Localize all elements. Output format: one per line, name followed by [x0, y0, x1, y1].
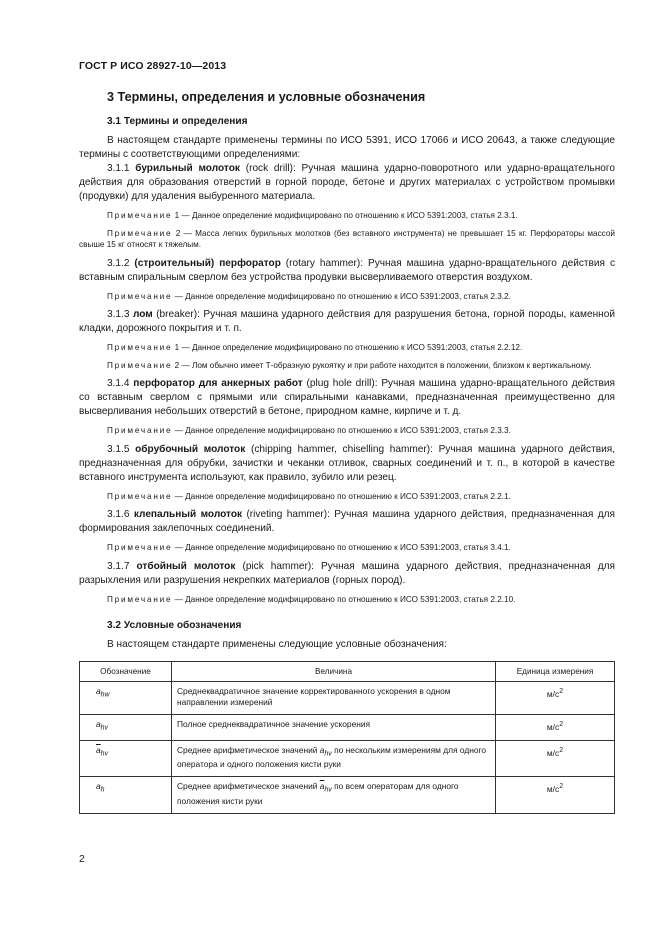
table-row: [80, 740, 615, 777]
subsection-title-symbols: 3.2 Условные обозначения: [107, 620, 242, 631]
unit-cell: $м/с^2$: [496, 682, 615, 715]
header-symbol: Обозначение: [80, 662, 172, 682]
terms-list: [79, 162, 615, 605]
term-name: лом: [132, 309, 153, 320]
term-definition: 3.1.7 отбойный молоток (pick hammer): Ручная машина ударного действия, предназначенная для разрыхления или разрушения некрепких материалов (горных пород).: [79, 560, 615, 586]
symbols-table: [79, 661, 615, 814]
term-name: обрубочный молоток: [135, 443, 246, 455]
term-note: Примечание — Данное определение модифицировано по отношению к ИСО 5391:2003, статья 2.2.10.: [107, 594, 516, 604]
symbol-cell: $\overline{a}_{hv}$: [80, 740, 172, 777]
term-note: Примечание — Данное определение модифицировано по отношению к ИСО 5391:2003, статья 2.3.3.: [107, 426, 511, 435]
section-title: 3 Термины, определения и условные обозначения: [107, 90, 426, 104]
description-cell: Полное среднеквадратичное значение ускорения: [172, 715, 496, 741]
page-number: 2: [79, 853, 85, 865]
header-quantity: Величина: [172, 662, 496, 682]
term-note: Примечание 2 — Лом обычно имеет Т-образную рукоятку и при работе находится в положении, близком к вертикальному.: [107, 360, 592, 370]
term-note: Примечание 1 — Данное определение модифицировано по отношению к ИСО 5391:2003, статья 2.3.1.: [107, 211, 518, 220]
term-name: отбойный молоток: [136, 560, 236, 572]
term-definition: 3.1.4 перфоратор для анкерных работ (plug hole drill): Ручная машина ударно-вращательного действия со вставным сверлом с прямыми или спиральными канавками, предназначенная преимущественно для высверливания небольших отверстий в бетоне, природном камне, кирпиче и т. д.: [79, 378, 615, 417]
unit-cell: $м/с^2$: [496, 777, 615, 814]
term-definition: 3.1.6 клепальный молоток (riveting hammer): Ручная машина ударного действия, предназначенная для формирования заклепочных соединений.: [79, 509, 615, 534]
document-body: [79, 90, 615, 814]
description-cell: Среднее арифметическое значений $a_{hv}$ по нескольким измерениям для одного оператора и одного положения кисти руки: [172, 740, 496, 777]
term-note: Примечание — Данное определение модифицировано по отношению к ИСО 5391:2003, статья 2.2.1.: [107, 491, 511, 501]
table-row: [80, 777, 615, 814]
term-note: Примечание 1 — Данное определение модифицировано по отношению к ИСО 5391:2003, статья 2.2.12.: [107, 343, 523, 352]
term-name: перфоратор для анкерных работ: [133, 378, 303, 389]
description-cell: Среднее арифметическое значений $\overline{a}_{hv}$ по всем операторам для одного положения кисти руки: [172, 777, 496, 814]
document-header: ГОСТ Р ИСО 28927-10—2013: [79, 60, 227, 72]
subsection-title-terms: 3.1 Термины и определения: [107, 116, 248, 127]
header-unit: Единица измерения: [496, 662, 615, 682]
term-note: Примечание 2 — Масса легких бурильных молотков (без вставного инструмента) не превышает 15 кг. Перфораторы массой свыше 15 кг относят к тяжелым.: [79, 228, 615, 249]
term-name: бурильный молоток: [135, 163, 240, 174]
term-note: Примечание — Данное определение модифицировано по отношению к ИСО 5391:2003, статья 2.3.2.: [107, 291, 511, 301]
description-cell: Среднеквадратичное значение корректированного ускорения в одном направлении измерений: [172, 682, 496, 715]
term-name: клепальный молоток: [133, 509, 243, 520]
table-row: [80, 682, 615, 715]
unit-cell: $м/с^2$: [496, 740, 615, 777]
unit-cell: $м/с^2$: [496, 715, 615, 741]
table-row: [80, 715, 615, 741]
term-definition: 3.1.3 лом (breaker): Ручная машина ударного действия для разрушения бетона, горной породы, каменной кладки, дорожного покрытия и т. п.: [79, 309, 615, 334]
symbol-cell: $a_h$: [80, 777, 172, 814]
symbol-cell: $a_{hw}$: [80, 682, 172, 715]
term-definition: 3.1.1 бурильный молоток (rock drill): Ручная машина ударно-поворотного или ударно-вращательного действия для образования отверстий в горной породе, бетоне и других материалах с устройством промывки (продувки) для удаления выбуренного материала.: [79, 163, 615, 202]
term-definition: 3.1.5 обрубочный молоток (chipping hammer, chiselling hammer): Ручная машина ударного действия, предназначенная для обрубки, зачистки и чеканки отливок, сварных соединений и т. п., в которой в качестве вставного инструмента используют, как правило, зубило или резец.: [79, 443, 615, 483]
symbols-intro-paragraph: В настоящем стандарте применены следующие условные обозначения:: [107, 639, 447, 650]
symbol-cell: $a_{hv}$: [80, 715, 172, 741]
term-definition: 3.1.2 (строительный) перфоратор (rotary hammer): Ручная машина ударно-вращательного действия с вставным спиральным сверлом без устройства продувки высверливаемого отверстия воздухом.: [79, 257, 615, 283]
term-name: (строительный) перфоратор: [134, 257, 281, 269]
intro-paragraph: В настоящем стандарте применены термины по ИСО 5391, ИСО 17066 и ИСО 20643, а также следующие термины с соответствующими определениями:: [79, 135, 615, 160]
term-note: Примечание — Данное определение модифицировано по отношению к ИСО 5391:2003, статья 3.4.1.: [107, 543, 511, 552]
table-header-row: [80, 662, 615, 682]
